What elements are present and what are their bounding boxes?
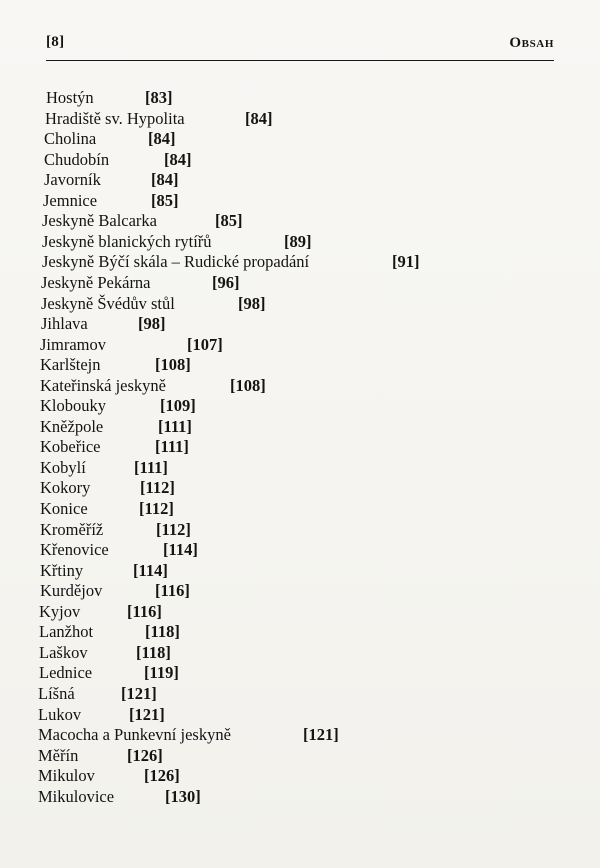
entry-page-number: [116] (155, 581, 190, 601)
entry-title: Jeskyně Balcarka (42, 211, 157, 231)
entry-page-number: [89] (284, 231, 312, 251)
entry-page-number: [84] (164, 149, 192, 169)
toc-entry (39, 622, 560, 642)
toc-entry (40, 478, 560, 498)
toc-entry (40, 520, 560, 540)
toc-entry (38, 766, 560, 786)
toc-entry (40, 499, 560, 519)
entry-page-number: [118] (145, 622, 180, 642)
toc-entry (40, 437, 560, 457)
running-title: Obsah (509, 35, 554, 51)
entry-title: Kurdějov (40, 581, 103, 601)
entry-page-number: [112] (140, 478, 175, 498)
entry-page-number: [116] (127, 601, 162, 621)
entry-title: Kyjov (39, 601, 81, 621)
entry-title: Chudobín (44, 149, 110, 169)
entry-page-number: [130] (165, 786, 201, 806)
entry-title: Jeskyně Býčí skála – Rudické propadání (42, 252, 310, 272)
header-rule (46, 60, 554, 61)
entry-title: Kroměříž (40, 519, 104, 539)
entry-title: Lednice (39, 663, 93, 683)
toc-entry (38, 787, 560, 807)
toc-entry (40, 458, 560, 478)
entry-title: Křtiny (40, 560, 84, 580)
toc-entry (42, 211, 560, 231)
entry-page-number: [112] (139, 499, 174, 518)
entry-page-number: [108] (155, 355, 191, 375)
toc-entry (46, 88, 560, 108)
page-header (46, 34, 554, 60)
toc-entry (40, 335, 560, 355)
entry-title: Líšná (38, 683, 75, 703)
entry-title: Kokory (40, 478, 91, 498)
toc-entry (41, 273, 560, 293)
entry-page-number: [107] (187, 334, 223, 354)
entry-title: Jeskyně Pekárna (41, 272, 151, 292)
toc-entry (40, 561, 560, 581)
entry-page-number: [121] (129, 704, 165, 724)
entry-page-number: [119] (144, 663, 179, 683)
entry-title: Hradiště sv. Hypolita (45, 108, 185, 128)
entry-page-number: [85] (215, 211, 243, 231)
entry-page-number: [83] (145, 88, 173, 107)
toc-entry (42, 232, 560, 252)
toc-entry (38, 725, 560, 745)
toc-entry (38, 746, 560, 766)
toc-entry (40, 417, 560, 437)
toc-entry (39, 643, 560, 663)
toc-entry (40, 396, 560, 416)
entry-page-number: [111] (155, 437, 189, 457)
toc-entry (39, 602, 560, 622)
toc-entry (40, 540, 560, 560)
entry-title: Kněžpole (40, 416, 104, 436)
entry-page-number: [114] (133, 560, 168, 580)
entry-page-number: [85] (151, 190, 179, 210)
toc-entry (41, 314, 560, 334)
page-number: [8] (46, 34, 65, 50)
toc-entry (41, 294, 560, 314)
entry-title: Lukov (38, 704, 82, 724)
entry-title: Laškov (39, 642, 88, 662)
entry-title: Cholina (44, 129, 97, 149)
entry-title: Jeskyně blanických rytířů (42, 231, 212, 251)
entry-page-number: [84] (151, 170, 179, 190)
entry-title: Jeskyně Švédův stůl (41, 293, 175, 313)
toc-entry (45, 109, 560, 129)
entry-page-number: [84] (245, 108, 273, 128)
toc-entry (44, 129, 560, 149)
entry-page-number: [98] (238, 293, 266, 313)
entry-title: Jemnice (43, 190, 98, 210)
entry-page-number: [96] (212, 272, 240, 292)
entry-page-number: [126] (144, 766, 180, 786)
entry-title: Mikulov (38, 766, 95, 786)
toc-entry (40, 355, 560, 375)
entry-title: Konice (40, 499, 88, 518)
entry-page-number: [118] (136, 642, 171, 662)
entry-title: Klobouky (40, 396, 106, 416)
toc-entry (38, 684, 560, 704)
entry-page-number: [108] (230, 375, 266, 395)
toc-entry (40, 376, 560, 396)
entry-page-number: [112] (156, 519, 191, 539)
toc-entry (42, 252, 560, 272)
entry-title: Macocha a Punkevní jeskyně (38, 725, 231, 745)
toc-entry (38, 705, 560, 725)
entry-title: Jimramov (40, 334, 106, 354)
entry-title: Mikulovice (38, 786, 115, 806)
entry-page-number: [111] (158, 416, 192, 436)
entry-page-number: [114] (163, 540, 198, 560)
entry-page-number: [111] (134, 457, 168, 477)
entry-page-number: [84] (148, 129, 176, 149)
entry-title: Kobeřice (40, 437, 101, 457)
toc-entry (43, 191, 560, 211)
entry-title: Hostýn (46, 88, 94, 107)
entry-title: Jihlava (41, 314, 88, 334)
entry-title: Kobylí (40, 457, 86, 477)
entry-title: Kateřinská jeskyně (40, 375, 166, 395)
entry-page-number: [126] (127, 745, 163, 765)
entry-page-number: [121] (303, 725, 339, 745)
entry-title: Lanžhot (39, 622, 94, 642)
toc-entry (39, 663, 560, 683)
entry-title: Křenovice (40, 540, 109, 560)
entry-title: Javorník (44, 170, 101, 190)
entry-page-number: [91] (392, 252, 420, 272)
entry-title: Měřín (38, 745, 79, 765)
entry-page-number: [98] (138, 314, 166, 334)
toc-entry (44, 150, 560, 170)
toc-entry (44, 170, 560, 190)
entry-title: Karlštejn (40, 355, 101, 375)
entry-page-number: [109] (160, 396, 196, 416)
toc-entry (40, 581, 560, 601)
entry-page-number: [121] (121, 683, 157, 703)
